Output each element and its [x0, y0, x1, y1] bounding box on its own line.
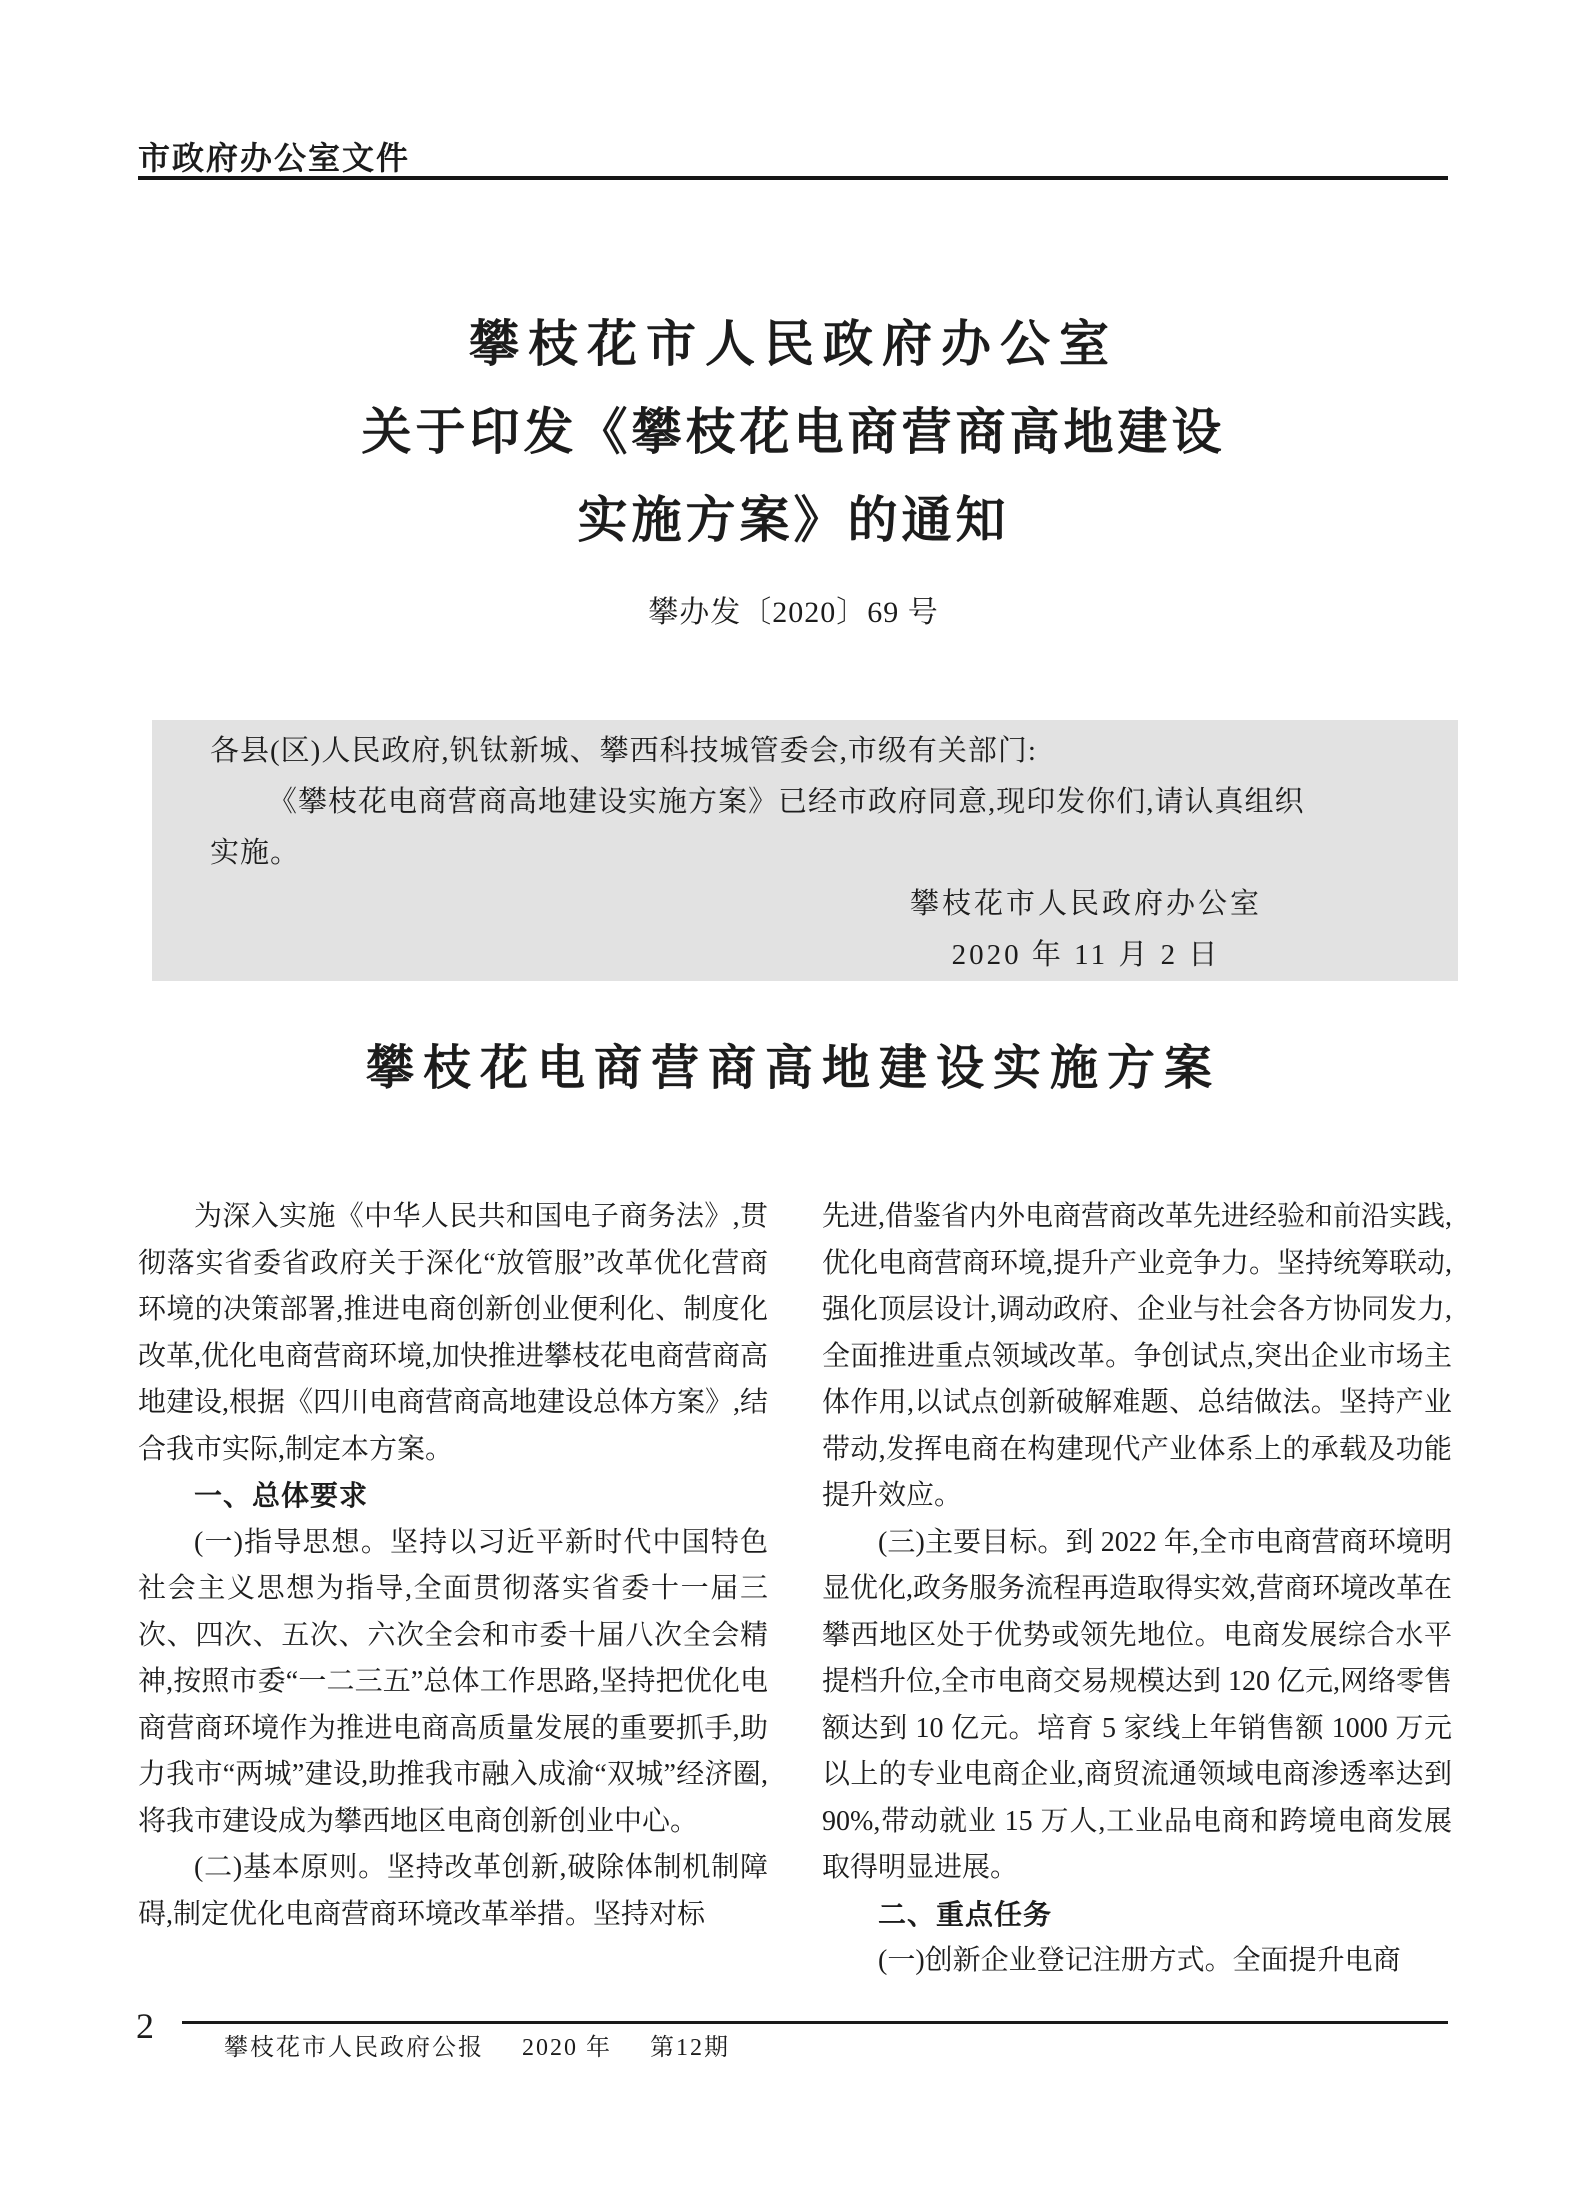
- plan-title: 攀枝花电商营商高地建设实施方案: [365, 1042, 1221, 1095]
- footer-rule: [182, 2021, 1448, 2024]
- body-paragraph: 先进,借鉴省内外电商营商改革先进经验和前沿实践,优化电商营商环境,提升产业竞争力。坚持统筹联动,强化顶层设计,调动政府、企业与社会各方协同发力,全面推进重点领域改革。争创试点,突出企业市场主体作用,以试点创新破解难题、总结做法。坚持产业带动,发挥电商在构建现代产业体系上的承载及功能提升效应。: [822, 1201, 1453, 1511]
- notice-paragraph-line-2: 实施。: [210, 837, 301, 869]
- section-heading: 一、总体要求: [194, 1480, 369, 1511]
- body-paragraph: (三)主要目标。到 2022 年,全市电商营商环境明显优化,政务服务流程再造取得实效,营商环境改革在攀西地区处于优势或领先地位。电商发展综合水平提档升位,全市电商交易规模达到 120 亿元,网络零售额达到 10 亿元。培育 5 家线上年销售额 1000 万元以上的专业电商企业,商贸流通领域电商渗透率达到 90%,带动就业 15 万人,工业品电商和跨境电商发展取得明显进展。: [822, 1526, 1453, 1883]
- notice-paragraph-line-1: 《攀枝花电商营商高地建设实施方案》已经市政府同意,现印发你们,请认真组织: [268, 786, 1305, 818]
- section-heading: 二、重点任务: [878, 1898, 1053, 1930]
- signature-date: 2020 年 11 月 2 日: [951, 939, 1221, 971]
- footer-issue: 第12期: [650, 2035, 730, 2061]
- header-rule: [138, 176, 1448, 180]
- page-number: 2: [136, 2006, 154, 2046]
- right-column: [822, 1194, 1452, 1985]
- notice-title-line-1: 攀枝花市人民政府办公室: [469, 316, 1118, 372]
- signature-office: 攀枝花市人民政府办公室: [909, 888, 1262, 920]
- body-paragraph: 为深入实施《中华人民共和国电子商务法》,贯彻落实省委省政府关于深化“放管服”改革优化营商环境的决策部署,推进电商创新创业便利化、制度化改革,优化电商营商环境,加快推进攀枝花电商营商高地建设,根据《四川电商营商高地建设总体方案》,结合我市实际,制定本方案。: [138, 1201, 769, 1465]
- document-number: 攀办发〔2020〕69 号: [648, 596, 939, 629]
- footer-publication: 攀枝花市人民政府公报: [224, 2035, 484, 2061]
- notice-title-line-3: 实施方案》的通知: [577, 492, 1010, 548]
- body-paragraph: (一)指导思想。坚持以习近平新时代中国特色社会主义思想为指导,全面贯彻落实省委十一届三次、四次、五次、六次全会和市委十届八次全会精神,按照市委“一二三五”总体工作思路,坚持把优化电商营商环境作为推进电商高质量发展的重要抓手,助力我市“两城”建设,助推我市融入成渝“双城”经济圈,将我市建设成为攀西地区电商创新创业中心。: [138, 1526, 768, 1837]
- body-columns: [138, 1194, 1452, 1985]
- document-type-label: 市政府办公室文件: [138, 140, 411, 176]
- notice-title: [0, 300, 1587, 564]
- body-paragraph: (二)基本原则。坚持改革创新,破除体制机制障碍,制定优化电商营商环境改革举措。坚持对标: [138, 1852, 768, 1930]
- footer-year: 2020 年: [522, 2035, 612, 2061]
- notice-salutation: 各县(区)人民政府,钒钛新城、攀西科技城管委会,市级有关部门:: [210, 735, 1037, 767]
- notice-box: [152, 720, 1458, 981]
- left-column: [138, 1194, 768, 1985]
- footer-text: [224, 2032, 760, 2064]
- body-paragraph: (一)创新企业登记注册方式。全面提升电商: [878, 1945, 1401, 1976]
- notice-title-line-2: 关于印发《攀枝花电商营商高地建设: [361, 404, 1226, 460]
- signature-block: [910, 879, 1262, 981]
